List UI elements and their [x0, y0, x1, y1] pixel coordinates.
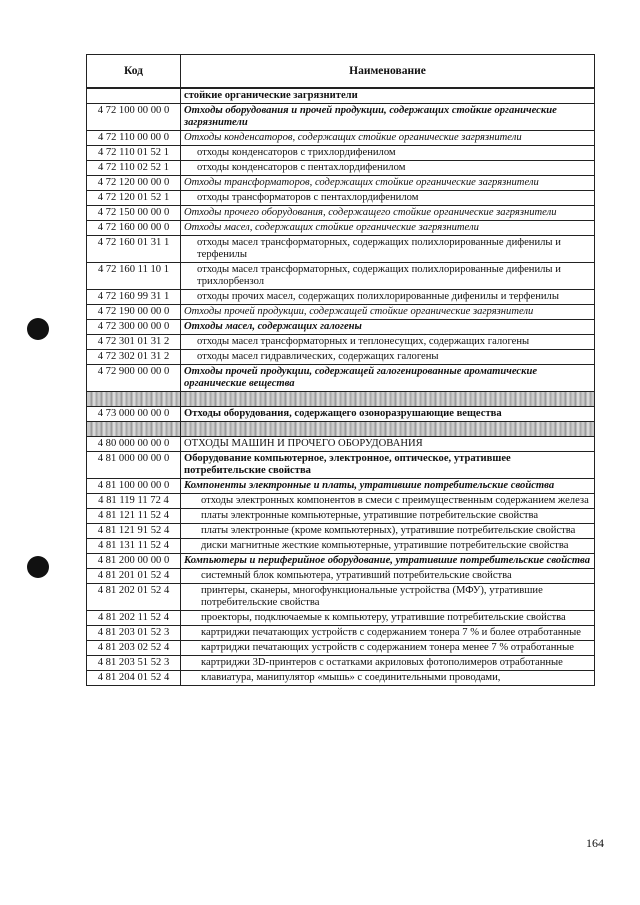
- name-cell: Отходы прочей продукции, содержащей стойкие органические загрязнители: [181, 305, 595, 320]
- table-row: [87, 569, 595, 584]
- table-row: [87, 161, 595, 176]
- page-number: 164: [586, 836, 604, 850]
- table-row: [87, 437, 595, 452]
- name-cell: отходы масел трансформаторных и теплонесущих, содержащих галогены: [181, 335, 595, 350]
- code-cell: 4 72 300 00 00 0: [87, 320, 181, 335]
- name-cell: диски магнитные жесткие компьютерные, утратившие потребительские свойства: [181, 539, 595, 554]
- code-cell: 4 80 000 00 00 0: [87, 437, 181, 452]
- name-cell: принтеры, сканеры, многофункциональные устройства (МФУ), утратившие потребительские свойства: [181, 584, 595, 611]
- table-row: [87, 611, 595, 626]
- table-row: [87, 335, 595, 350]
- name-cell: платы электронные компьютерные, утратившие потребительские свойства: [181, 509, 595, 524]
- table-row: [87, 641, 595, 656]
- code-cell: 4 81 119 11 72 4: [87, 494, 181, 509]
- name-cell: Отходы трансформаторов, содержащих стойкие органические загрязнители: [181, 176, 595, 191]
- name-cell: Отходы оборудования, содержащего озоноразрушающие вещества: [181, 407, 595, 422]
- table-row: [87, 539, 595, 554]
- name-cell: Компьютеры и периферийное оборудование, утратившие потребительские свойства: [181, 554, 595, 569]
- binder-hole-bottom: [27, 556, 49, 578]
- name-cell: отходы конденсаторов с пентахлордифенилом: [181, 161, 595, 176]
- table-row: [87, 479, 595, 494]
- table-row: [87, 131, 595, 146]
- code-cell: 4 72 120 00 00 0: [87, 176, 181, 191]
- table-row: [87, 554, 595, 569]
- code-cell: [87, 392, 181, 407]
- table-row: [87, 221, 595, 236]
- name-cell: Отходы конденсаторов, содержащих стойкие органические загрязнители: [181, 131, 595, 146]
- table-row: [87, 236, 595, 263]
- table-body: [87, 88, 595, 686]
- code-cell: 4 81 203 02 52 4: [87, 641, 181, 656]
- code-cell: 4 72 190 00 00 0: [87, 305, 181, 320]
- code-cell: 4 81 203 51 52 3: [87, 656, 181, 671]
- table-row: [87, 671, 595, 686]
- code-cell: 4 81 202 11 52 4: [87, 611, 181, 626]
- table-row: [87, 104, 595, 131]
- code-cell: 4 72 302 01 31 2: [87, 350, 181, 365]
- name-cell: стойкие органические загрязнители: [181, 88, 595, 104]
- code-cell: 4 72 900 00 00 0: [87, 365, 181, 392]
- code-cell: 4 72 160 99 31 1: [87, 290, 181, 305]
- table-row: [87, 407, 595, 422]
- name-cell: отходы масел трансформаторных, содержащих полихлорированные дифенилы и трихлорбензол: [181, 263, 595, 290]
- waste-classifier-table: [86, 54, 595, 686]
- code-cell: 4 81 200 00 00 0: [87, 554, 181, 569]
- code-cell: 4 72 160 00 00 0: [87, 221, 181, 236]
- table-row: [87, 452, 595, 479]
- code-cell: 4 81 203 01 52 3: [87, 626, 181, 641]
- name-cell: Оборудование компьютерное, электронное, оптическое, утратившее потребительские свойства: [181, 452, 595, 479]
- name-cell: Отходы оборудования и прочей продукции, содержащих стойкие органические загрязнители: [181, 104, 595, 131]
- code-cell: 4 73 000 00 00 0: [87, 407, 181, 422]
- table-row: [87, 350, 595, 365]
- code-cell: 4 81 121 91 52 4: [87, 524, 181, 539]
- name-cell: отходы прочих масел, содержащих полихлорированные дифенилы и терфенилы: [181, 290, 595, 305]
- name-cell: отходы масел трансформаторных, содержащих полихлорированные дифенилы и терфенилы: [181, 236, 595, 263]
- code-cell: 4 81 100 00 00 0: [87, 479, 181, 494]
- table-row: [87, 88, 595, 104]
- table-row: [87, 206, 595, 221]
- code-cell: 4 81 202 01 52 4: [87, 584, 181, 611]
- name-cell: отходы масел гидравлических, содержащих галогены: [181, 350, 595, 365]
- code-cell: 4 81 000 00 00 0: [87, 452, 181, 479]
- table-row: [87, 263, 595, 290]
- code-cell: 4 72 120 01 52 1: [87, 191, 181, 206]
- code-cell: 4 81 201 01 52 4: [87, 569, 181, 584]
- code-cell: [87, 88, 181, 104]
- name-cell: картриджи печатающих устройств с содержанием тонера 7 % и более отработанные: [181, 626, 595, 641]
- name-cell: Компоненты электронные и платы, утратившие потребительские свойства: [181, 479, 595, 494]
- table-row: [87, 290, 595, 305]
- table-row: [87, 656, 595, 671]
- name-cell: Отходы масел, содержащих стойкие органические загрязнители: [181, 221, 595, 236]
- table-row: [87, 626, 595, 641]
- table-row: [87, 494, 595, 509]
- name-cell: платы электронные (кроме компьютерных), утратившие потребительские свойства: [181, 524, 595, 539]
- code-cell: 4 72 110 00 00 0: [87, 131, 181, 146]
- code-cell: 4 81 121 11 52 4: [87, 509, 181, 524]
- table-header-row: [87, 55, 595, 89]
- binder-hole-top: [27, 318, 49, 340]
- shaded-separator-row: [87, 422, 595, 437]
- code-cell: 4 72 110 02 52 1: [87, 161, 181, 176]
- name-cell: ОТХОДЫ МАШИН И ПРОЧЕГО ОБОРУДОВАНИЯ: [181, 437, 595, 452]
- name-cell: Отходы прочего оборудования, содержащего стойкие органические загрязнители: [181, 206, 595, 221]
- table-row: [87, 524, 595, 539]
- name-cell: [181, 422, 595, 437]
- code-cell: 4 72 100 00 00 0: [87, 104, 181, 131]
- code-cell: [87, 422, 181, 437]
- name-cell: проекторы, подключаемые к компьютеру, утратившие потребительские свойства: [181, 611, 595, 626]
- code-cell: 4 81 204 01 52 4: [87, 671, 181, 686]
- name-cell: отходы электронных компонентов в смеси с преимущественным содержанием железа: [181, 494, 595, 509]
- name-cell: системный блок компьютера, утративший потребительские свойства: [181, 569, 595, 584]
- table-row: [87, 509, 595, 524]
- table-row: [87, 320, 595, 335]
- table-row: [87, 305, 595, 320]
- name-cell: отходы конденсаторов с трихлордифенилом: [181, 146, 595, 161]
- shaded-separator-row: [87, 392, 595, 407]
- code-cell: 4 72 160 01 31 1: [87, 236, 181, 263]
- code-cell: 4 72 110 01 52 1: [87, 146, 181, 161]
- header-name: Наименование: [181, 55, 595, 89]
- code-cell: 4 72 160 11 10 1: [87, 263, 181, 290]
- name-cell: Отходы масел, содержащих галогены: [181, 320, 595, 335]
- table-row: [87, 584, 595, 611]
- name-cell: Отходы прочей продукции, содержащей галогенированные ароматические органические вещества: [181, 365, 595, 392]
- name-cell: [181, 392, 595, 407]
- table-row: [87, 146, 595, 161]
- header-code: Код: [87, 55, 181, 89]
- code-cell: 4 72 301 01 31 2: [87, 335, 181, 350]
- table-row: [87, 191, 595, 206]
- name-cell: картриджи 3D-принтеров с остатками акриловых фотополимеров отработанные: [181, 656, 595, 671]
- table-row: [87, 365, 595, 392]
- name-cell: картриджи печатающих устройств с содержанием тонера менее 7 % отработанные: [181, 641, 595, 656]
- name-cell: клавиатура, манипулятор «мышь» с соединительными проводами,: [181, 671, 595, 686]
- table-row: [87, 176, 595, 191]
- code-cell: 4 72 150 00 00 0: [87, 206, 181, 221]
- code-cell: 4 81 131 11 52 4: [87, 539, 181, 554]
- name-cell: отходы трансформаторов с пентахлордифенилом: [181, 191, 595, 206]
